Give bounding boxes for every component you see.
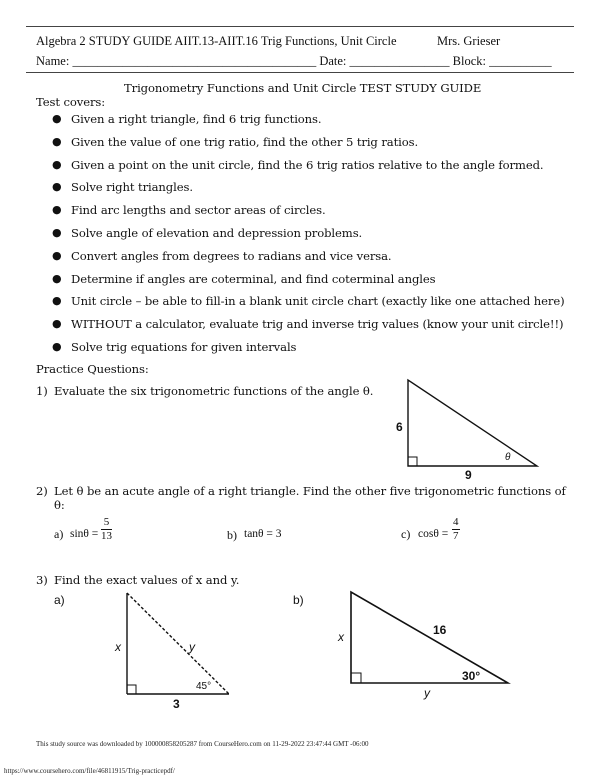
list-item: ● Solve trig equations for given intervals xyxy=(52,339,297,354)
covers-heading: Test covers: xyxy=(36,95,106,109)
q2a-label: a) xyxy=(54,527,64,541)
q2-text-line2: θ: xyxy=(54,498,65,512)
q3a-angle: 45° xyxy=(196,681,212,692)
bullet-icon: ● xyxy=(52,339,62,353)
bullet-icon: ● xyxy=(52,294,62,308)
q2c-denominator: 7 xyxy=(453,530,459,542)
q2-text-line1: Let θ be an acute angle of a right triangle. Find the other five trigonometric functions of xyxy=(54,484,566,498)
list-item: ● Convert angles from degrees to radians and vice versa. xyxy=(52,248,392,263)
source-url[interactable]: https://www.coursehero.com/file/46811915/Trig-practicepdf/ xyxy=(4,767,175,775)
q2a-numerator: 5 xyxy=(101,516,112,530)
q3a-label: a) xyxy=(54,593,65,607)
list-item: ● WITHOUT a calculator, evaluate trig and inverse trig values (know your unit circle!!) xyxy=(52,317,564,332)
page-title: Trigonometry Functions and Unit Circle TEST STUDY GUIDE xyxy=(124,81,482,95)
q2a-denominator: 13 xyxy=(101,530,112,542)
q2-number: 2) xyxy=(36,484,48,498)
q2c-label: c) xyxy=(401,527,411,541)
q3-text: Find the exact values of x and y. xyxy=(54,573,240,587)
bullet-icon: ● xyxy=(52,180,62,194)
q3b-side-y: y xyxy=(424,686,430,700)
q1-angle-theta: θ xyxy=(505,452,511,463)
list-item: ● Find arc lengths and sector areas of circles. xyxy=(52,203,326,218)
q3a-side-x: x xyxy=(115,640,121,654)
list-item: ● Determine if angles are coterminal, and find coterminal angles xyxy=(52,271,436,286)
q1-text: Evaluate the six trigonometric functions of the angle θ. xyxy=(54,384,374,398)
course-header: Algebra 2 STUDY GUIDE AIIT.13-AIIT.16 Trig Functions, Unit Circle xyxy=(36,34,397,48)
q1-side-vertical: 6 xyxy=(396,420,403,434)
bullet-icon: ● xyxy=(52,134,62,148)
q2b-expr: tanθ = 3 xyxy=(244,528,282,540)
q3b-label: b) xyxy=(293,593,304,607)
list-item: ● Given a point on the unit circle, find the 6 trig ratios relative to the angle formed. xyxy=(52,157,544,172)
name-date-block-line: Name: _______________________________________ Date: ________________ Block: __________ xyxy=(36,54,552,68)
q1-number: 1) xyxy=(36,384,48,398)
q3-number: 3) xyxy=(36,573,48,587)
q1-side-horizontal: 9 xyxy=(465,468,472,482)
list-item: ● Given a right triangle, find 6 trig functions. xyxy=(52,112,322,126)
q2c-expr: cosθ = xyxy=(418,528,449,540)
bullet-icon: ● xyxy=(52,112,62,125)
q2c-numerator: 4 xyxy=(453,516,459,528)
list-item: ● Given the value of one trig ratio, find the other 5 trig ratios. xyxy=(52,134,419,149)
practice-heading: Practice Questions: xyxy=(36,362,149,376)
q3b-angle: 30° xyxy=(462,669,481,683)
q3a-side-y: y xyxy=(189,640,195,654)
list-item: ● Unit circle – be able to fill-in a blank unit circle chart (exactly like one attached here) xyxy=(52,294,565,309)
q3b-side-x: x xyxy=(338,630,344,644)
bullet-icon: ● xyxy=(52,317,62,331)
bullet-icon: ● xyxy=(52,225,62,239)
q2a-expr: sinθ = xyxy=(70,528,99,540)
q2b-label: b) xyxy=(227,528,237,542)
teacher-name: Mrs. Grieser xyxy=(437,34,501,48)
q3a-base: 3 xyxy=(173,697,180,711)
download-source-note: This study source was downloaded by 100000858205287 from CourseHero.com on 11-29-2022 23:47:44 GMT -06:00 xyxy=(36,740,369,748)
q3b-hypotenuse: 16 xyxy=(433,623,447,637)
bullet-icon: ● xyxy=(52,157,62,171)
list-item: ● Solve angle of elevation and depression problems. xyxy=(52,225,363,240)
bullet-icon: ● xyxy=(52,203,62,217)
list-item: ● Solve right triangles. xyxy=(52,180,193,195)
bullet-icon: ● xyxy=(52,248,62,262)
bullet-icon: ● xyxy=(52,271,62,285)
